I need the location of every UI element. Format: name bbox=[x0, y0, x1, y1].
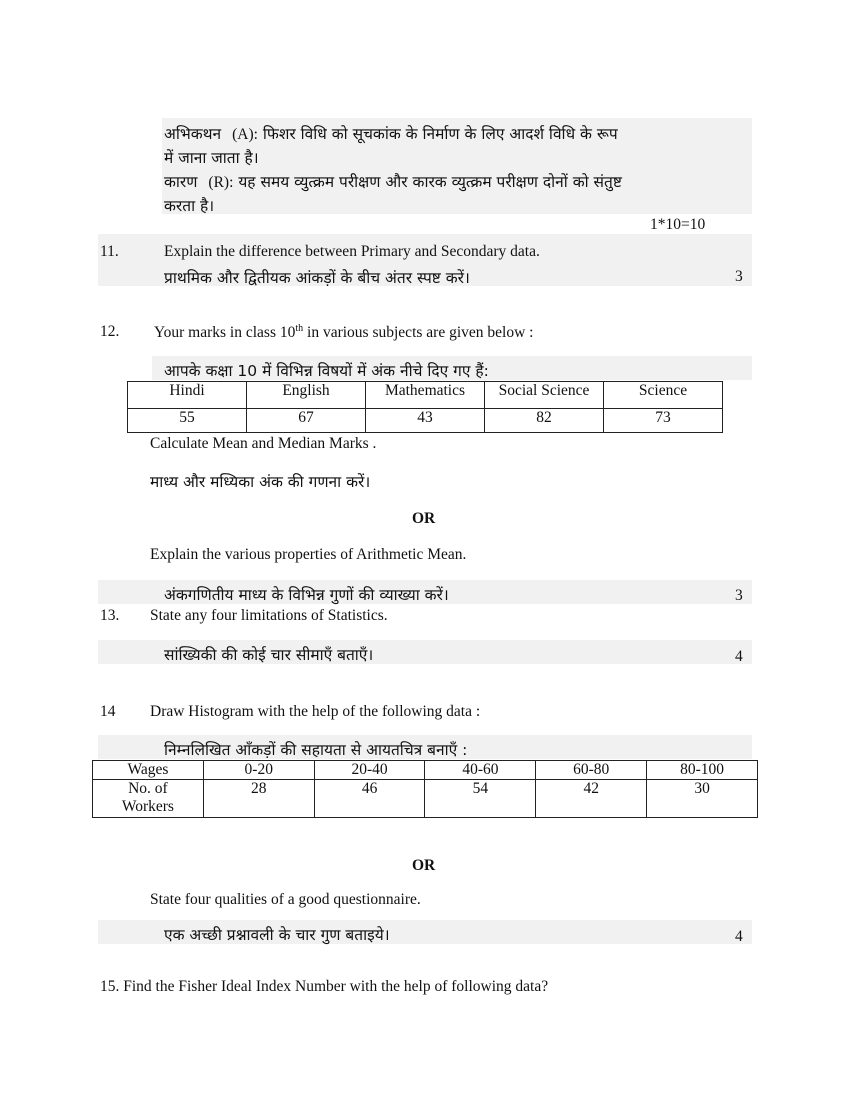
table-row bbox=[93, 780, 758, 818]
table-header-cell: Hindi bbox=[128, 382, 247, 409]
table-cell: 42 bbox=[536, 780, 647, 818]
q11-english: Explain the difference between Primary and Secondary data. bbox=[164, 243, 540, 260]
q13-marks: 4 bbox=[735, 648, 743, 665]
reason-tag: (R): bbox=[208, 174, 234, 191]
q13-number: 13. bbox=[100, 607, 120, 624]
table-row bbox=[93, 761, 758, 780]
q12-alt-en: Explain the various properties of Arithmetic Mean. bbox=[150, 546, 467, 563]
q12-alt-hi: अंकगणितीय माध्य के विभिन्न गुणों की व्याख्या करें। bbox=[164, 586, 449, 604]
table-row-label bbox=[93, 780, 204, 818]
assertion-text: फिशर विधि को सूचकांक के निर्माण के लिए आदर्श विधि के रूप bbox=[262, 125, 618, 143]
q12-instruction-hi: माध्य और मध्यिका अंक की गणना करें। bbox=[150, 473, 371, 491]
row-label-line-1: No. of bbox=[128, 780, 168, 797]
table-cell: 55 bbox=[128, 409, 247, 433]
assertion-label: अभिकथन bbox=[164, 125, 222, 143]
table-cell: 40-60 bbox=[425, 761, 536, 780]
reason-line-2: करता है। bbox=[164, 197, 215, 215]
assertion-line-1 bbox=[164, 122, 618, 144]
q12-instruction-en: Calculate Mean and Median Marks . bbox=[150, 435, 377, 452]
table-cell: 43 bbox=[366, 409, 485, 433]
q11-hindi: प्राथमिक और द्वितीयक आंकड़ों के बीच अंतर स्पष्ट करें। bbox=[164, 269, 470, 287]
q12-english bbox=[154, 323, 533, 342]
q12-hindi: आपके कक्षा 10 में विभिन्न विषयों में अंक नीचे दिए गए हैं: bbox=[164, 362, 489, 380]
assertion-tag: (A): bbox=[232, 126, 258, 143]
q12-english-sup: th bbox=[295, 323, 304, 334]
reason-text: यह समय व्युत्क्रम परीक्षण और कारक व्युत्क्रम परीक्षण दोनों को संतुष्ट bbox=[238, 173, 622, 191]
table-row-label: Wages bbox=[93, 761, 204, 780]
q12-english-pre: Your marks in class 10 bbox=[154, 324, 296, 342]
q14-hindi: निम्नलिखित आँकड़ों की सहायता से आयतचित्र बनाएँ : bbox=[164, 741, 468, 759]
assertion-line-2: में जाना जाता है। bbox=[164, 149, 259, 167]
table-header-cell: English bbox=[247, 382, 366, 409]
marks-table bbox=[127, 381, 723, 433]
q15-english: 15. Find the Fisher Ideal Index Number with the help of following data? bbox=[100, 978, 549, 995]
q11-number: 11. bbox=[100, 243, 119, 260]
reason-line-1 bbox=[164, 170, 622, 192]
table-header-cell: Science bbox=[604, 382, 723, 409]
q13-hindi: सांख्यिकी की कोई चार सीमाएँ बताएँ। bbox=[164, 646, 374, 664]
table-row bbox=[128, 409, 723, 433]
q14-or: OR bbox=[412, 857, 436, 874]
q14-alt-en: State four qualities of a good questionnaire. bbox=[150, 891, 421, 908]
q12-english-post: in various subjects are given below : bbox=[303, 324, 534, 342]
table-cell: 30 bbox=[647, 780, 758, 818]
table-cell: 60-80 bbox=[536, 761, 647, 780]
table-header-cell: Social Science bbox=[485, 382, 604, 409]
q13-english: State any four limitations of Statistics. bbox=[150, 607, 388, 624]
table-cell: 67 bbox=[247, 409, 366, 433]
reason-label: कारण bbox=[164, 173, 198, 191]
table-cell: 28 bbox=[203, 780, 314, 818]
q12-marks: 3 bbox=[735, 587, 743, 604]
q14-alt-hi: एक अच्छी प्रश्नावली के चार गुण बताइये। bbox=[164, 926, 390, 944]
wages-table bbox=[92, 760, 758, 818]
q12-number: 12. bbox=[100, 323, 120, 340]
q14-english: Draw Histogram with the help of the following data : bbox=[150, 703, 481, 720]
q14-marks: 4 bbox=[735, 928, 743, 945]
table-cell: 82 bbox=[485, 409, 604, 433]
table-cell: 73 bbox=[604, 409, 723, 433]
table-cell: 0-20 bbox=[203, 761, 314, 780]
marks-total: 1*10=10 bbox=[650, 216, 706, 233]
table-row bbox=[128, 382, 723, 409]
q12-or: OR bbox=[412, 510, 436, 527]
table-cell: 54 bbox=[425, 780, 536, 818]
table-header-cell: Mathematics bbox=[366, 382, 485, 409]
table-cell: 20-40 bbox=[314, 761, 425, 780]
table-cell: 80-100 bbox=[647, 761, 758, 780]
row-label-line-2: Workers bbox=[121, 798, 174, 815]
q11-marks: 3 bbox=[735, 268, 743, 285]
q14-number: 14 bbox=[100, 703, 116, 720]
table-cell: 46 bbox=[314, 780, 425, 818]
